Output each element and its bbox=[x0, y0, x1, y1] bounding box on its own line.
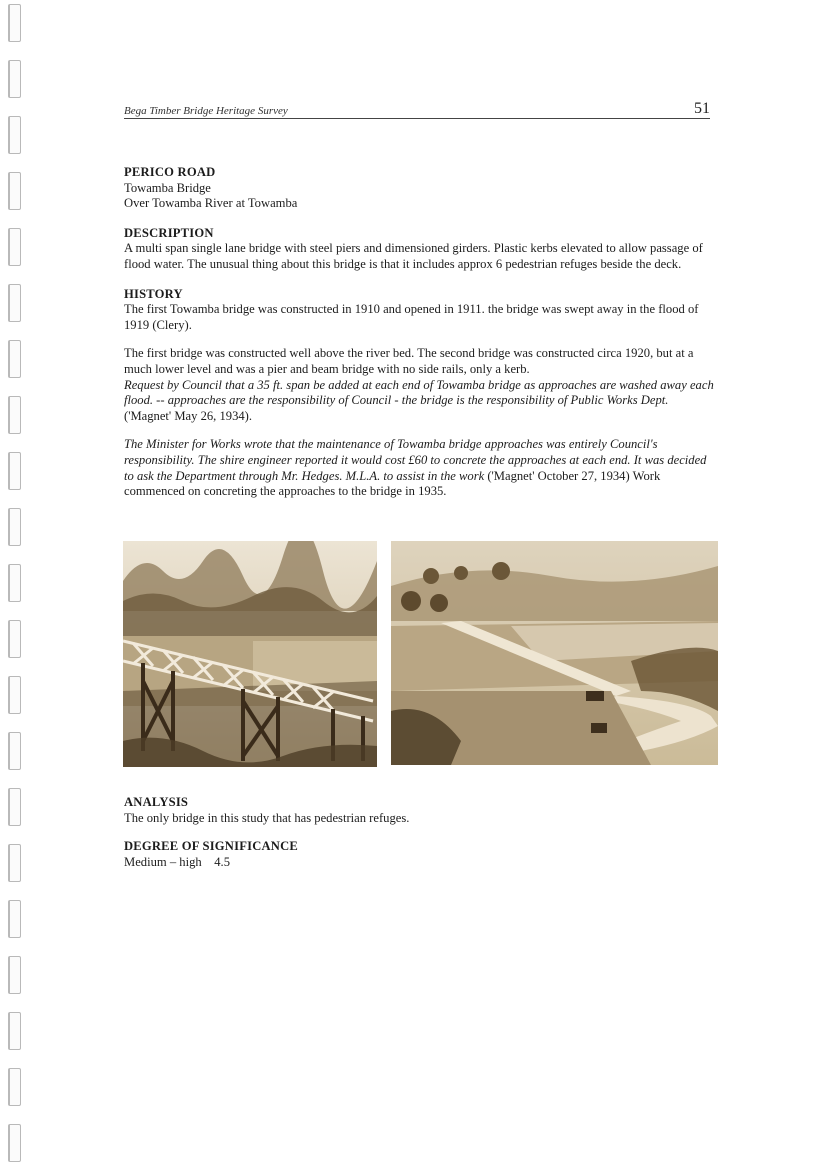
road-heading: PERICO ROAD bbox=[124, 165, 216, 179]
binding-ring bbox=[8, 60, 21, 98]
binding-ring bbox=[8, 284, 21, 322]
binding-ring bbox=[8, 508, 21, 546]
binding-ring bbox=[8, 564, 21, 602]
binding-ring bbox=[8, 116, 21, 154]
photo-low-level-bridge bbox=[391, 541, 718, 765]
description-heading: DESCRIPTION bbox=[124, 225, 214, 240]
page-number: 51 bbox=[694, 100, 710, 117]
low-bridge-illustration bbox=[391, 541, 718, 765]
header-title: Bega Timber Bridge Heritage Survey bbox=[124, 105, 288, 117]
truss-bridge-illustration bbox=[123, 541, 377, 767]
bridge-name: Towamba Bridge bbox=[124, 180, 211, 195]
quote-1-text: Request by Council that a 35 ft. span be added at each end of Towamba bridge as approaches are washed away each flood. -- approaches are the responsibility of Council - the bridge is the responsibility of Public Works Dept. bbox=[124, 377, 714, 408]
binding-ring bbox=[8, 844, 21, 882]
binding-ring bbox=[8, 788, 21, 826]
binding-ring bbox=[8, 900, 21, 938]
binding-ring bbox=[8, 620, 21, 658]
binding-ring bbox=[8, 1012, 21, 1050]
binding-ring bbox=[8, 4, 21, 42]
page-header bbox=[124, 100, 710, 119]
document-body bbox=[124, 165, 714, 500]
bridge-location: Over Towamba River at Towamba bbox=[124, 196, 298, 211]
history-quote-1 bbox=[124, 378, 714, 425]
binding-ring bbox=[8, 1124, 21, 1162]
history-quote-2 bbox=[124, 437, 714, 499]
quote-2-text: The Minister for Works wrote that the maintenance of Towamba bridge approaches was entirely Council's responsibility. The shire engineer reported it would cost £60 to concrete the approaches at each end. It was decided to ask the Department through Mr. Hedges. M.L.A. to assist in the work bbox=[124, 437, 707, 483]
binding-ring bbox=[8, 732, 21, 770]
history-paragraph-1: The first Towamba bridge was constructed in 1910 and opened in 1911. the bridge was swept away in the flood of 1919 (Clery). bbox=[124, 302, 699, 332]
analysis-text: The only bridge in this study that has pedestrian refuges. bbox=[124, 810, 410, 825]
analysis-heading: ANALYSIS bbox=[124, 795, 189, 809]
binding-ring bbox=[8, 172, 21, 210]
binding-ring bbox=[8, 340, 21, 378]
history-paragraph-2: The first bridge was constructed well above the river bed. The second bridge was constructed circa 1920, but at a much lower level and was a pier and beam bridge with no side rails, only a kerb. bbox=[124, 346, 694, 376]
binding-ring bbox=[8, 396, 21, 434]
binding-ring bbox=[8, 1068, 21, 1106]
binding-ring bbox=[8, 956, 21, 994]
significance-text: Medium – high 4.5 bbox=[124, 854, 230, 869]
significance-heading: DEGREE OF SIGNIFICANCE bbox=[124, 839, 298, 854]
binding-ring bbox=[8, 452, 21, 490]
history-heading: HISTORY bbox=[124, 286, 183, 301]
photo-truss-bridge bbox=[123, 541, 377, 767]
document-body-lower bbox=[124, 795, 714, 870]
binding-ring bbox=[8, 228, 21, 266]
photo-row bbox=[123, 541, 719, 769]
quote-1-source: ('Magnet' May 26, 1934). bbox=[124, 408, 253, 423]
description-text: A multi span single lane bridge with steel piers and dimensioned girders. Plastic kerbs elevated to allow passage of flood water. The unusual thing about this bridge is that it includes approx 6 pedestrian refuges beside the deck. bbox=[124, 241, 703, 271]
binding-ring bbox=[8, 676, 21, 714]
quote-2-source: ('Magnet' October 27, 1934) Work commenced on concreting the approaches to the bridge in 1935. bbox=[124, 468, 661, 499]
spiral-binding bbox=[8, 0, 24, 1170]
